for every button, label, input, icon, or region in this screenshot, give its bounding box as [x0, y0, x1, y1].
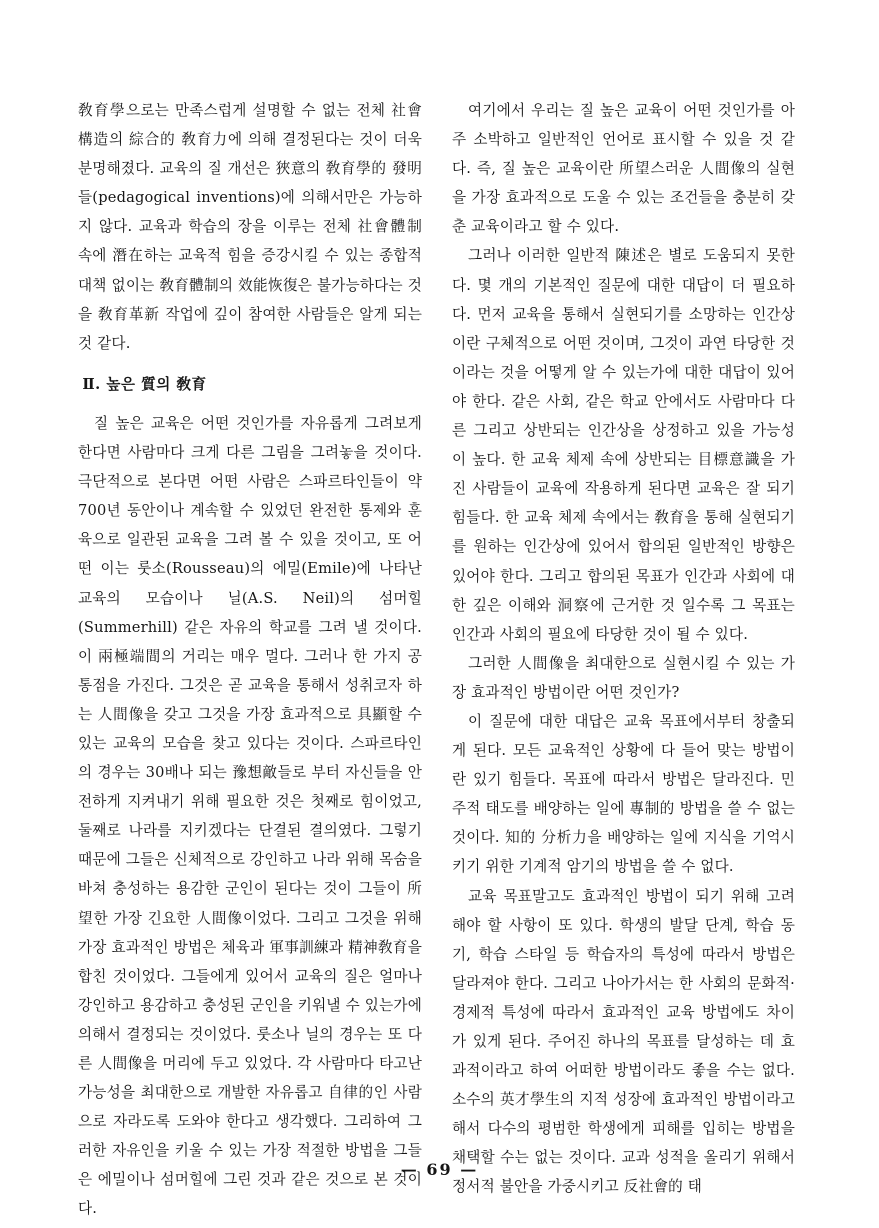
left-paragraph-2: 질 높은 교육은 어떤 것인가를 자유롭게 그려보게 한다면 사람마다 크게 다른 그림을 그려놓을 것이다. 극단적으로 본다면 어떤 사람은 스파르타인들이 약 700년 동안이나 계속할 수 있었던 완전한 통제와 훈육으로 일관된 교육을 그려 볼 수 있을 것이고, 또 어떤 이는 룻소(Rousseau)의 에밀(Emile)에 나타난 교육의 모습이나 닐(A.S. Neil)의 섬머힐(Summerhill) 같은 자유의 학교를 그려 낼 것이다. 이 兩極端間의 거리는 매우 멀다. 그러나 한 가지 공통점을 가진다. 그것은 곧 교육을 통해서 성취코자 하는 人間像을 갖고 그것을 가장 효과적으로 具顯할 수 있는 교육의 모습을 찾고 있다는 것이다. 스파르타인의 경우는 30배나 되는 豫想敵들로 부터 자신들을 안전하게 지켜내기 위해 필요한 것은 첫째로 힘이었고, 둘째로 나라를 지키겠다는 단결된 결의였다. 그렇기 때문에 그들은 신체적으로 강인하고 나라 위해 목숨을 바쳐 충성하는 용감한 군인이 된다는 것이 그들이 所望한 가장 긴요한 人間像이었다. 그리고 그것을 위해 가장 효과적인 방법은 체육과 軍事訓練과 精神敎育을 합친 것이었다. 그들에게 있어서 교육의 질은 얼마나 강인하고 용감하고 충성된 군인을 키워낼 수 있는가에 의해서 결정되는 것이었다. 룻소나 닐의 경우는 또 다른 人間像을 머리에 두고 있었다. 각 사람마다 타고난 가능성을 최대한으로 개발한 자유롭고 自律的인 사람으로 자라도록 도와야 한다고 생각했다. 그리하여 그러한 자유인을 키울 수 있는 가장 적절한 방법을 그들은 에밀이나 섬머힐에 그린 것과 같은 것으로 본 것이다.: [78, 414, 422, 1218]
right-paragraph-2: 그러나 이러한 일반적 陳述은 별로 도움되지 못한다. 몇 개의 기본적인 질문에 대한 대답이 더 필요하다. 먼저 교육을 통해서 실현되기를 소망하는 인간상이란 구체적으로 어떤 것이며, 그것이 과연 타당한 것이라는 것을 어떻게 알 수 있는가에 대한 대답이 있어야 한다. 같은 사회, 같은 학교 안에서도 사람마다 다른 그리고 상반되는 인간상을 상정하고 있을 가능성이 높다. 한 교육 체제 속에 상반되는 目標意識을 가진 사람들이 교육에 작용하게 된다면 교육은 잘 되기 힘들다. 한 교육 체제 속에서는 敎育을 통해 실현되기를 원하는 인간상에 있어서 합의된 일반적인 방향은 있어야 한다. 그리고 합의된 목표가 인간과 사회에 대한 깊은 이해와 洞察에 근거한 것 일수록 그 목표는 인간과 사회의 필요에 타당한 것이 될 수 있다.: [452, 247, 795, 643]
page-number: — 69 —: [400, 1160, 479, 1179]
right-paragraph-1: 여기에서 우리는 질 높은 교육이 어떤 것인가를 아주 소박하고 일반적인 언어로 표시할 수 있을 것 같다. 즉, 질 높은 교육이란 所望스러운 人間像의 실현을 가장 효과적으로 도울 수 있는 조건들을 충분히 갖춘 교육이라고 할 수 있다.: [452, 102, 795, 236]
left-column: [78, 96, 422, 1224]
left-paragraph-1: 敎育學으로는 만족스럽게 설명할 수 없는 전체 社會構造의 綜合的 敎育力에 의해 결정된다는 것이 더욱 분명해졌다. 교육의 질 개선은 狹意의 敎育學的 發明들(pedagogical inventions)에 의해서만은 가능하지 않다. 교육과 학습의 장을 이루는 전체 社會體制 속에 潛在하는 교육적 힘을 증강시킬 수 있는 종합적 대책 없이는 敎育體制의 效能恢復은 불가능하다는 것을 敎育革新 작업에 깊이 참여한 사람들은 알게 되는 것 같다.: [78, 102, 422, 352]
section-heading: Ⅱ. 높은 質의 敎育: [82, 375, 207, 393]
right-paragraph-4: 이 질문에 대한 대답은 교육 목표에서부터 창출되게 된다. 모든 교육적인 상황에 다 들어 맞는 방법이란 있기 힘들다. 목표에 따라서 방법은 달라진다. 민주적 태도를 배양하는 일에 專制的 방법을 쓸 수 없는 것이다. 知的 分析力을 배양하는 일에 지식을 기억시키기 위한 기계적 암기의 방법을 쓸 수 없다.: [452, 712, 795, 876]
right-paragraph-3: 그러한 人間像을 최대한으로 실현시킬 수 있는 가장 효과적인 방법이란 어떤 것인가?: [452, 654, 795, 701]
right-paragraph-5: 교육 목표말고도 효과적인 방법이 되기 위해 고려해야 할 사항이 또 있다. 학생의 발달 단계, 학습 동기, 학습 스타일 등 학습자의 특성에 따라서 방법은 달라져야 한다. 그리고 나아가서는 한 사회의 문화적·경제적 특성에 따라서 효과적인 교육 방법에도 차이가 있게 된다. 주어진 하나의 목표를 달성하는 데 효과적이라고 하여 어떠한 방법이라도 좋을 수는 없다. 소수의 英才學生의 지적 성장에 효과적인 방법이라고 해서 다수의 평범한 학생에게 피해를 입히는 방법을 채택할 수는 없는 것이다. 교과 성적을 올리기 위해서 정서적 불안을 가중시키고 反社會的 태: [452, 887, 795, 1196]
right-column: [452, 96, 795, 1202]
